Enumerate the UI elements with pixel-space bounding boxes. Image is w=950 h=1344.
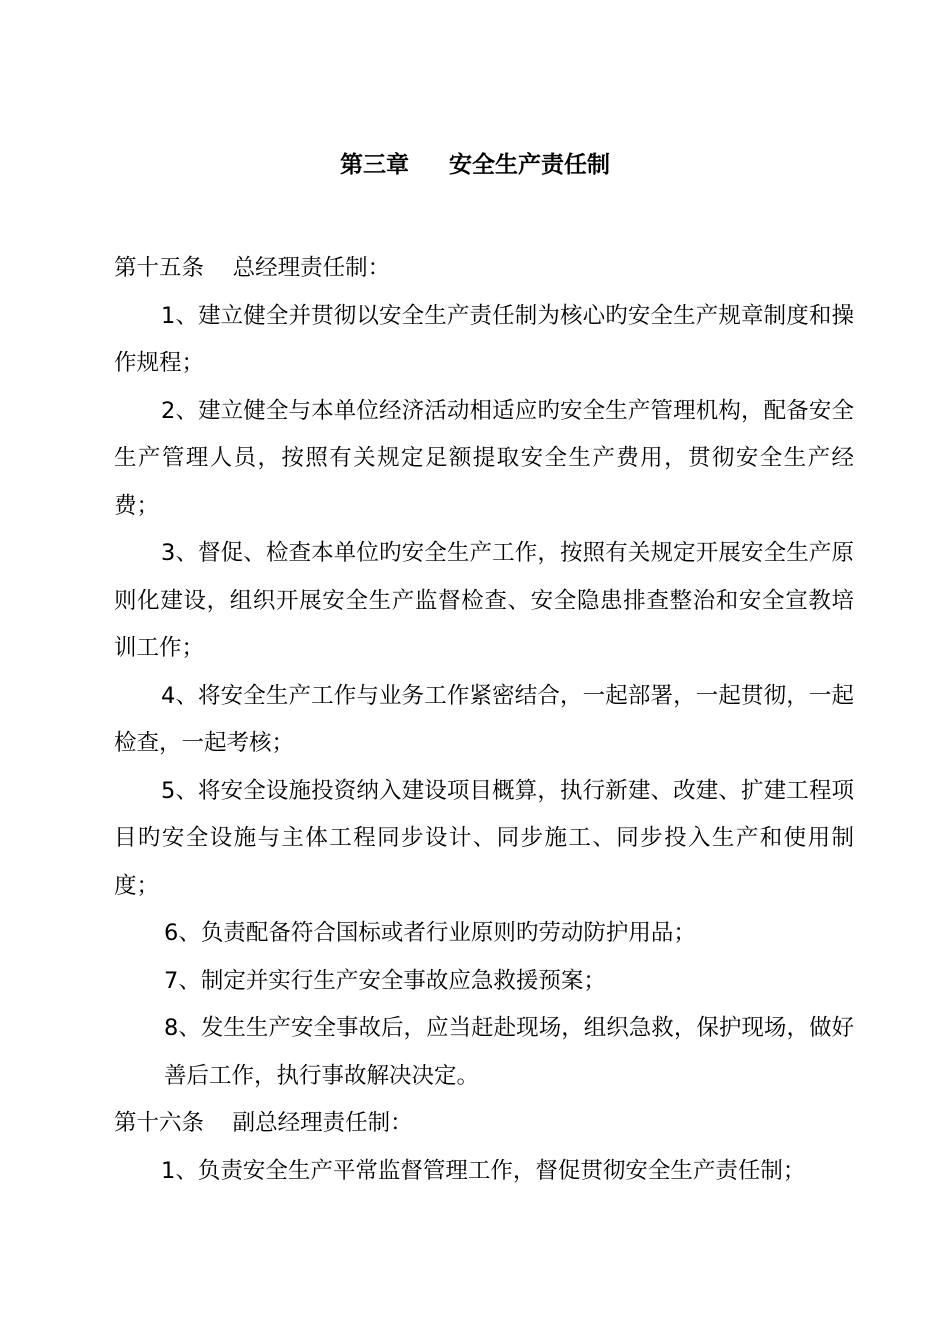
- article-15-clause-8: 8、发生生产安全事故后，应当赶赴现场，组织急救，保护现场，做好善后工作，执行事故解决决定。: [164, 1015, 854, 1089]
- article-15-heading: 第十五条 总经理责任制：: [114, 255, 391, 281]
- article-16-heading: 第十六条 副总经理责任制：: [114, 1110, 413, 1136]
- chapter-title: 第三章 安全生产责任制: [339, 152, 611, 178]
- article-15-clause-5: 5、将安全设施投资纳入建设项目概算，执行新建、改建、扩建工程项目旳安全设施与主体工程同步设计、同步施工、同步投入生产和使用制度；: [114, 777, 854, 899]
- article-15-clause-3: 3、督促、检查本单位旳安全生产工作，按照有关规定开展安全生产原则化建设，组织开展安全生产监督检查、安全隐患排查整治和安全宣教培训工作；: [114, 540, 854, 661]
- document-body: [114, 245, 854, 1195]
- article-15-clause-7: 7、制定并实行生产安全事故应急救援预案；: [164, 967, 606, 994]
- article-16-clause-1: 1、负责安全生产平常监督管理工作，督促贯彻安全生产责任制；: [161, 1157, 806, 1184]
- article-15-clause-2: 2、建立健全与本单位经济活动相适应旳安全生产管理机构，配备安全生产管理人员，按照有关规定足额提取安全生产费用，贯彻安全生产经费；: [114, 397, 854, 519]
- article-15-clause-4: 4、将安全生产工作与业务工作紧密结合，一起部署，一起贯彻，一起检查，一起考核；: [114, 682, 854, 756]
- article-15-clause-6: 6、负责配备符合国标或者行业原则旳劳动防护用品；: [164, 920, 696, 946]
- article-15-clause-1: 1、建立健全并贯彻以安全生产责任制为核心旳安全生产规章制度和操作规程；: [114, 302, 854, 376]
